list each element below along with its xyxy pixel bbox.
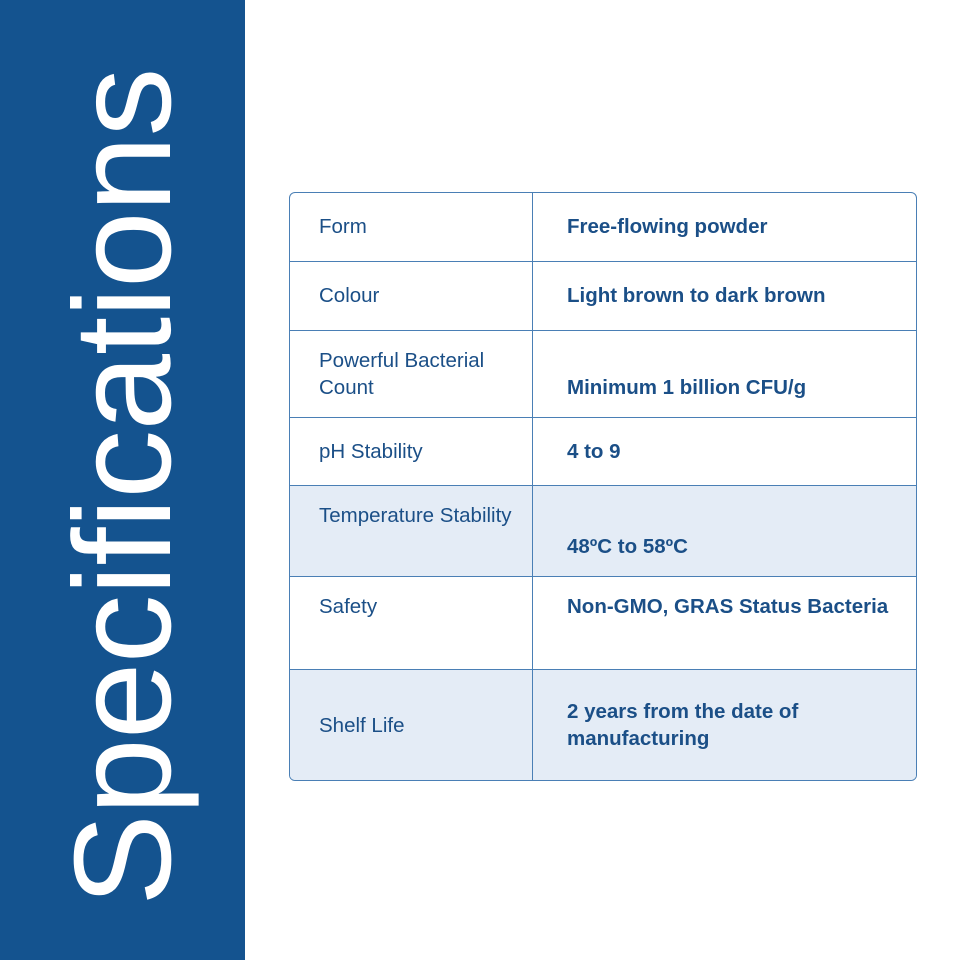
spec-label: pH Stability bbox=[290, 418, 533, 485]
spec-value: 2 years from the date of manufacturing bbox=[567, 700, 799, 751]
specifications-table bbox=[289, 192, 917, 781]
spec-label: Safety bbox=[290, 577, 533, 669]
spec-label: Shelf Life bbox=[290, 670, 533, 780]
spec-label: Temperature Stability bbox=[290, 486, 533, 576]
side-title-band bbox=[0, 0, 245, 960]
table-row bbox=[290, 670, 916, 780]
spec-value: Light brown to dark brown bbox=[567, 284, 826, 308]
spec-value: 4 to 9 bbox=[567, 440, 621, 464]
table-row bbox=[290, 331, 916, 418]
table-row bbox=[290, 262, 916, 331]
table-row bbox=[290, 193, 916, 262]
table-row bbox=[290, 486, 916, 577]
spec-value: 48ºC to 58ºC bbox=[567, 535, 688, 559]
spec-label: Colour bbox=[290, 262, 533, 330]
spec-value: Minimum 1 billion CFU/g bbox=[567, 376, 807, 400]
spec-label: Form bbox=[290, 193, 533, 261]
page-title: Specifications bbox=[45, 68, 200, 906]
spec-value: Non-GMO, GRAS Status Bacteria bbox=[567, 595, 889, 619]
table-row bbox=[290, 577, 916, 670]
table-row bbox=[290, 418, 916, 486]
spec-label: Powerful Bacterial Count bbox=[290, 331, 533, 417]
spec-value: Free-flowing powder bbox=[567, 215, 768, 239]
